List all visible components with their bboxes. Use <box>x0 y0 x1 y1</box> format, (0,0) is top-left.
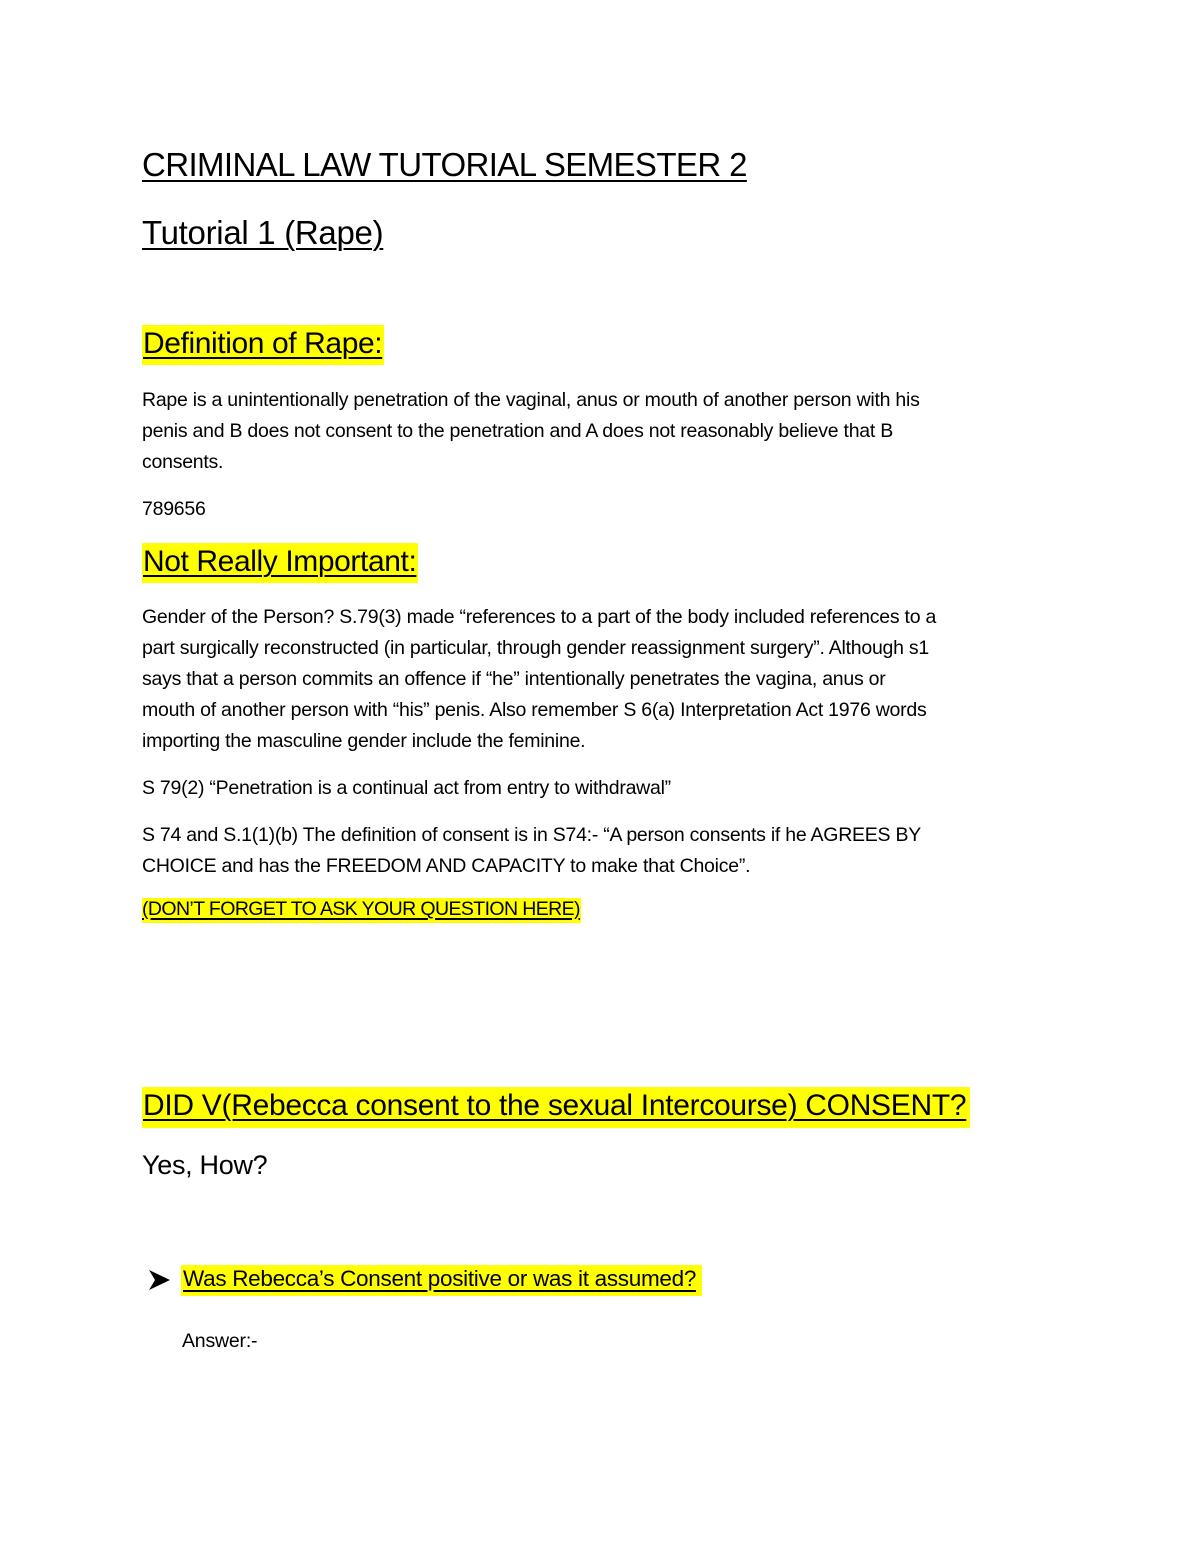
paragraph-line: Rape is a unintentionally penetration of the vaginal, anus or mouth of another person with his <box>142 389 920 411</box>
paragraph-line: importing the masculine gender include the feminine. <box>142 730 586 752</box>
penetration-paragraph: S 79(2) “Penetration is a continual act from entry to withdrawal” <box>142 777 671 799</box>
consent-definition-paragraph <box>142 820 1062 882</box>
document-subtitle: Tutorial 1 (Rape) <box>142 214 384 251</box>
definition-heading: Definition of Rape: <box>142 325 384 365</box>
bullet-question: Was Rebecca’s Consent positive or was it assumed? <box>181 1265 702 1296</box>
consent-question-heading: DID V(Rebecca consent to the sexual Intercourse) CONSENT? <box>142 1087 970 1128</box>
arrowhead-bullet-icon <box>146 1267 172 1293</box>
paragraph-line: penis and B does not consent to the penetration and A does not reasonably believe that B <box>142 420 893 442</box>
document-title: CRIMINAL LAW TUTORIAL SEMESTER 2 <box>142 146 747 183</box>
definition-paragraph <box>142 385 1062 478</box>
reference-number: 789656 <box>142 498 206 520</box>
paragraph-line: mouth of another person with “his” penis. Also remember S 6(a) Interpretation Act 1976 words <box>142 699 927 721</box>
paragraph-line: consents. <box>142 451 224 473</box>
paragraph-line: S 74 and S.1(1)(b) The definition of consent is in S74:- “A person consents if he AGREES BY <box>142 824 921 846</box>
bullet-item <box>146 1262 702 1298</box>
reminder-note: (DON’T FORGET TO ASK YOUR QUESTION HERE) <box>142 898 581 923</box>
consent-subheading: Yes, How? <box>142 1150 268 1180</box>
gender-paragraph <box>142 602 1062 757</box>
paragraph-line: CHOICE and has the FREEDOM AND CAPACITY to make that Choice”. <box>142 855 751 877</box>
paragraph-line: part surgically reconstructed (in particular, through gender reassignment surgery”. Although s1 <box>142 637 930 659</box>
paragraph-line: says that a person commits an offence if “he” intentionally penetrates the vagina, anus or <box>142 668 886 690</box>
paragraph-line: Gender of the Person? S.79(3) made “references to a part of the body included references to a <box>142 606 937 628</box>
not-important-heading: Not Really Important: <box>142 543 418 583</box>
answer-label: Answer:- <box>182 1330 258 1352</box>
